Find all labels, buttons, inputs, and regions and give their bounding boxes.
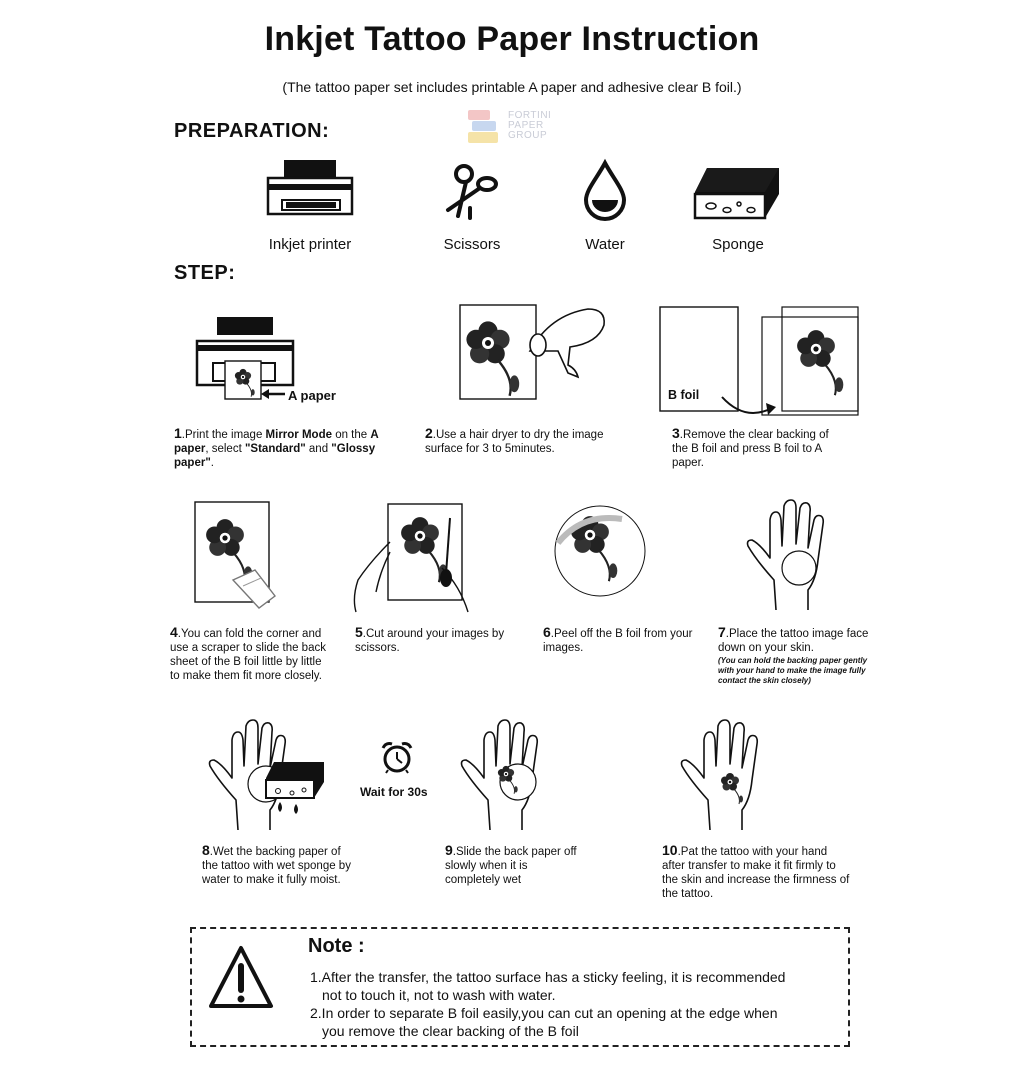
step10-illustration: [680, 716, 780, 832]
step6-illustration: [552, 503, 648, 599]
a-paper-label: A paper: [288, 388, 336, 403]
logo-line-2: PAPER: [508, 120, 544, 131]
brand-logo: [466, 108, 566, 148]
logo-line-1: FORTINI: [508, 110, 552, 121]
step-5-text: 5.Cut around your images by scissors.: [355, 624, 505, 654]
prep-label-water: Water: [585, 236, 625, 253]
step-7-text: 7.Place the tattoo image face down on your skin. (You can hold the backing paper gently with your hand to make the image fully contact the skin closely): [718, 625, 884, 686]
step-9-text: 9.Slide the back paper off slowly when it is completely wet: [445, 842, 577, 886]
step-heading: STEP:: [174, 262, 236, 284]
water-drop-icon: [582, 160, 628, 220]
step9-illustration: [460, 716, 560, 832]
page-title: Inkjet Tattoo Paper Instruction: [264, 20, 760, 58]
b-foil-label: B foil: [668, 388, 700, 402]
step-7-subnote: (You can hold the backing paper gently with your hand to make the image fully contact the skin closely): [718, 656, 868, 685]
step-4-text: 4.You can fold the corner and use a scraper to slide the back sheet of the B foil little by little to make them fit more closely.: [170, 624, 326, 682]
scissors-icon: [440, 160, 500, 222]
logo-line-3: GROUP: [508, 130, 548, 141]
sponge-icon: [693, 166, 783, 224]
prep-label-scissors: Scissors: [443, 236, 501, 253]
prep-label-printer: Inkjet printer: [268, 236, 352, 253]
subtitle: (The tattoo paper set includes printable A paper and adhesive clear B foil.): [282, 79, 742, 95]
prep-label-sponge: Sponge: [712, 236, 764, 253]
logo-mark-icon: [466, 108, 502, 146]
wait-label: Wait for 30s: [360, 785, 428, 799]
step-6-text: 6.Peel off the B foil from your images.: [543, 624, 693, 654]
note-title: Note :: [308, 935, 365, 957]
printer-icon: [266, 160, 356, 218]
step4-illustration: [193, 500, 283, 612]
note-line-1: 1.After the transfer, the tattoo surface has a sticky feeling, it is recommended: [310, 969, 786, 985]
step-1-text: 1.Print the image Mirror Mode on the A paper, select "Standard" and "Glossy paper".: [174, 425, 379, 469]
alarm-clock-icon: [380, 740, 414, 774]
step-8-text: 8.Wet the backing paper of the tattoo with wet sponge by water to make it fully moist.: [202, 842, 351, 886]
note-line-3: 2.In order to separate B foil easily,you can cut an opening at the edge when: [310, 1005, 778, 1021]
step5-illustration: [350, 502, 490, 618]
step-10-text: 10.Pat the tattoo with your hand after transfer to make it fit firmly to the skin and increase the firmness of the tattoo.: [662, 842, 850, 900]
step-3-text: 3.Remove the clear backing of the B foil and press B foil to A paper.: [672, 425, 829, 469]
step7-illustration: [746, 500, 842, 614]
step-2-text: 2.Use a hair dryer to dry the image surface for 3 to 5minutes.: [425, 425, 604, 455]
step2-illustration: [458, 303, 610, 403]
step8-illustration: [208, 716, 328, 834]
preparation-heading: PREPARATION:: [174, 120, 330, 142]
warning-icon: [208, 944, 274, 1016]
step-1-number: 1: [174, 425, 182, 441]
note-line-2: not to touch it, not to wash with water.: [322, 987, 556, 1003]
note-line-4: you remove the clear backing of the B foil: [322, 1023, 579, 1039]
